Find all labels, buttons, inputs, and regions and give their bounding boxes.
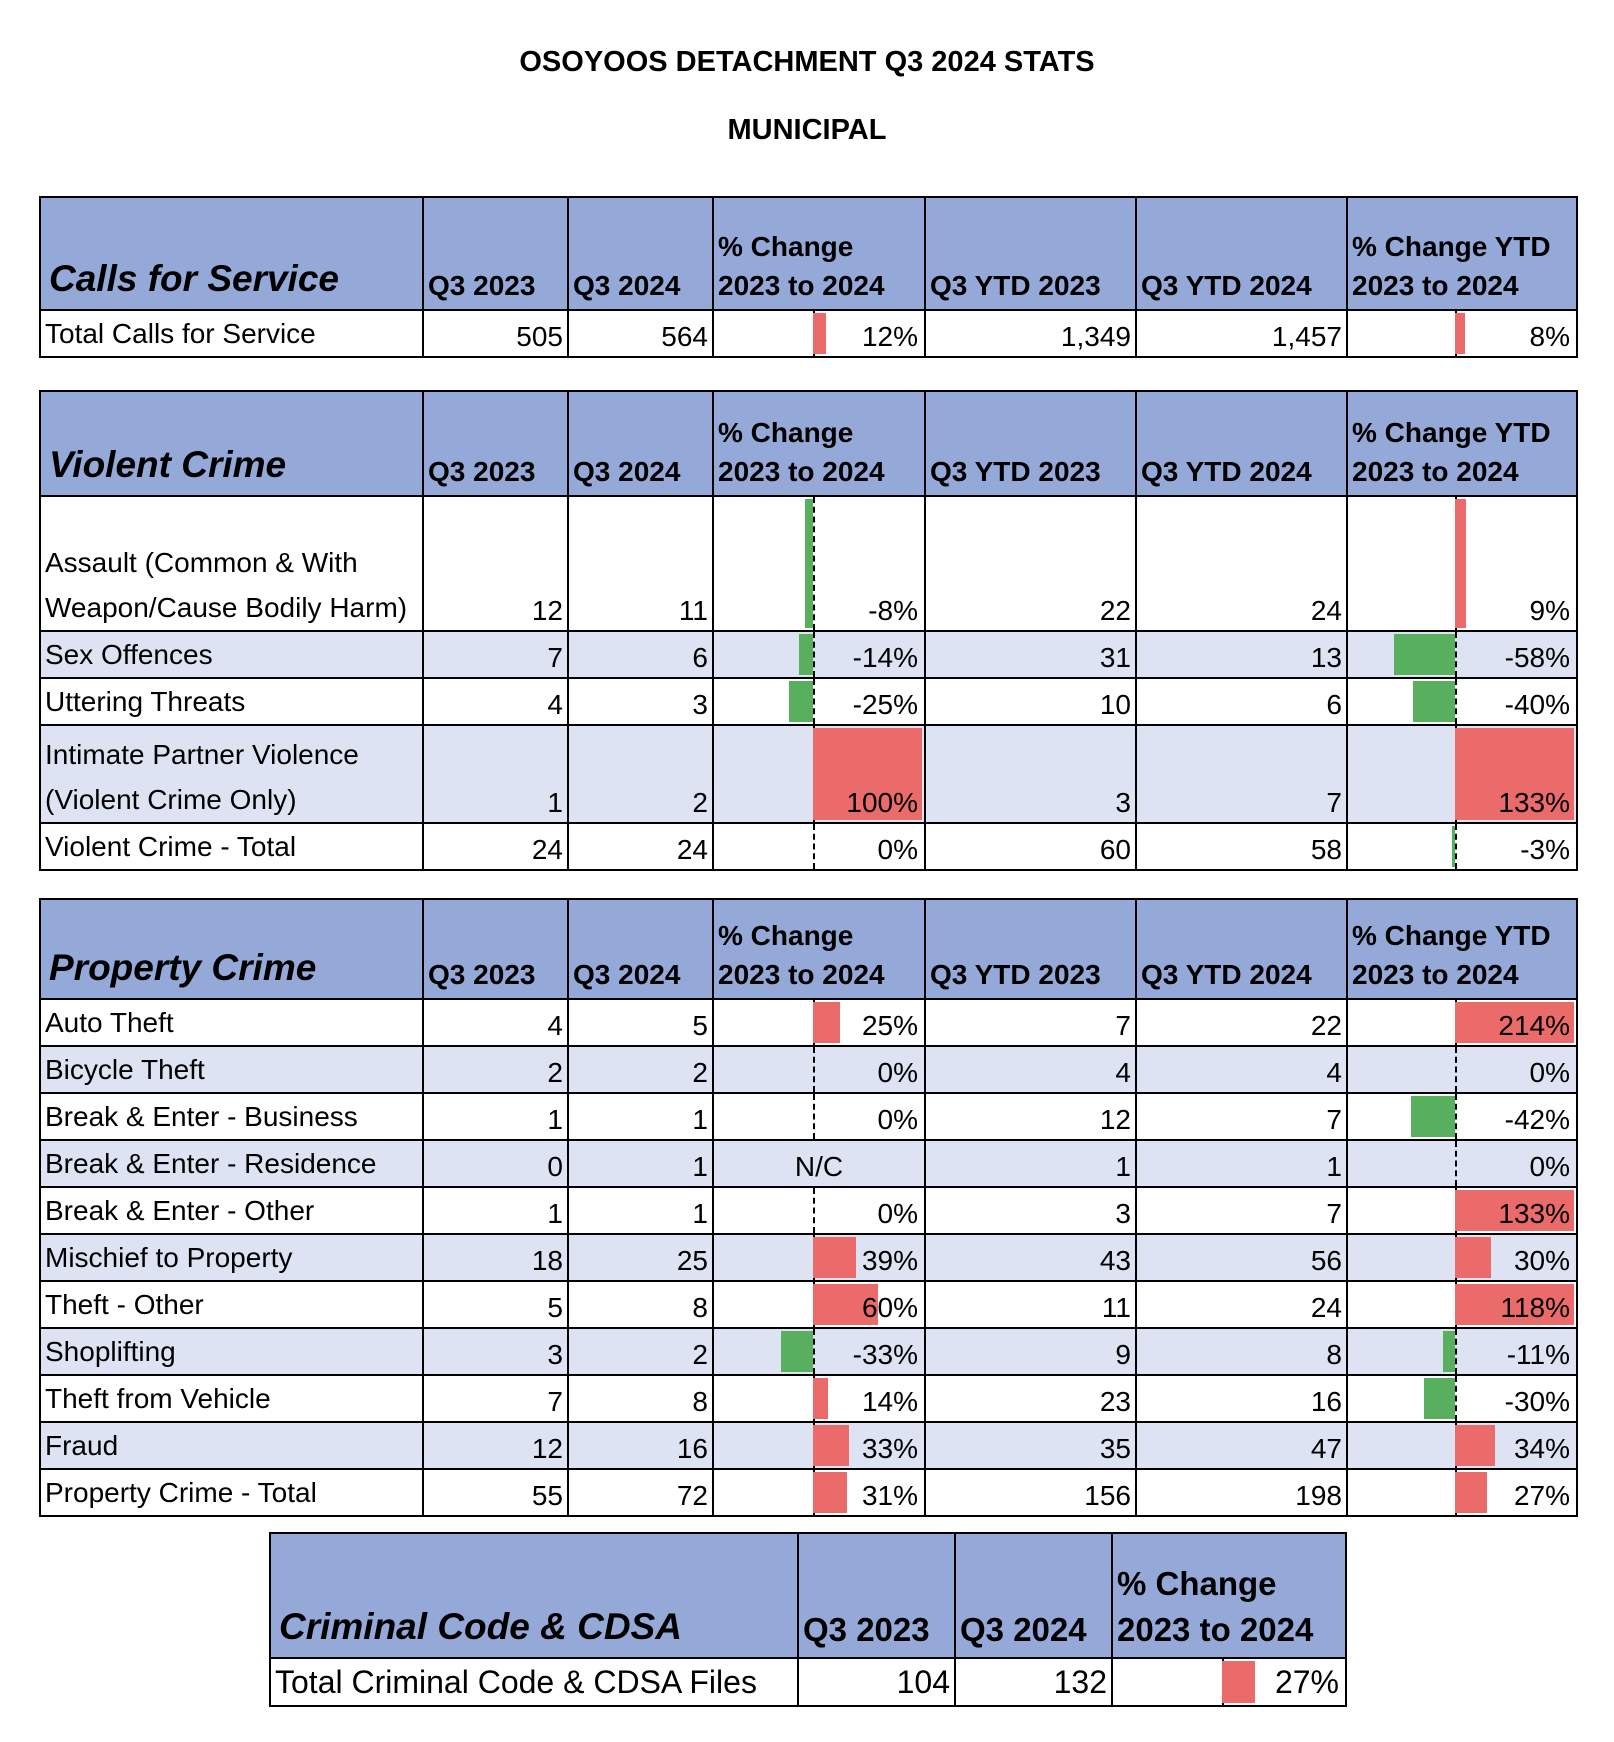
pct-change-value: 60% <box>861 1291 918 1323</box>
ytd-2023-cell: 156 <box>925 1469 1136 1516</box>
q3-2023-cell: 1 <box>423 1093 568 1140</box>
pct-change-value: 0% <box>877 1056 918 1088</box>
row-label: Shoplifting <box>40 1328 423 1375</box>
column-header: Q3 2023 <box>423 197 568 310</box>
q3-2023-cell: 7 <box>423 1375 568 1422</box>
ytd-2023-cell: 12 <box>925 1093 1136 1140</box>
pct-change-cell <box>713 496 925 631</box>
pct-change-value: 27% <box>1274 1664 1339 1701</box>
q3-2023-cell: 18 <box>423 1234 568 1281</box>
pct-change-ytd-cell <box>1347 310 1577 357</box>
table-header-row <box>270 1533 1346 1658</box>
pct-change-cell <box>713 1187 925 1234</box>
pct-change-value: 0% <box>877 1103 918 1135</box>
pct-change-ytd-value: 118% <box>1500 1291 1570 1323</box>
table-row <box>40 823 1577 870</box>
column-header: Q3 YTD 2024 <box>1136 391 1347 496</box>
column-header: Q3 2023 <box>423 391 568 496</box>
q3-2024-cell: 132 <box>955 1658 1112 1706</box>
ytd-2024-cell: 7 <box>1136 1187 1347 1234</box>
row-label: Mischief to Property <box>40 1234 423 1281</box>
ytd-2024-cell: 7 <box>1136 1093 1347 1140</box>
pct-change-cell <box>713 1281 925 1328</box>
ytd-2024-cell: 1,457 <box>1136 310 1347 357</box>
pct-change-ytd-value: -30% <box>1504 1385 1570 1417</box>
ytd-2024-cell: 24 <box>1136 496 1347 631</box>
ytd-2024-cell: 198 <box>1136 1469 1347 1516</box>
pct-change-value: 33% <box>861 1432 918 1464</box>
table-row <box>270 1658 1346 1706</box>
pct-change-ytd-value: 8% <box>1529 320 1570 352</box>
table-row <box>40 1140 1577 1187</box>
pct-change-ytd-value: 9% <box>1529 594 1570 626</box>
column-header: Q3 2023 <box>798 1533 955 1658</box>
ytd-2023-cell: 3 <box>925 1187 1136 1234</box>
row-label: Violent Crime - Total <box>40 823 423 870</box>
pct-change-ytd-value: 34% <box>1513 1432 1570 1464</box>
page-title: OSOYOOS DETACHMENT Q3 2024 STATS <box>519 46 1095 78</box>
column-header: % Change 2023 to 2024 <box>713 197 925 310</box>
column-header: % Change YTD 2023 to 2024 <box>1347 391 1577 496</box>
calls-for-service-table <box>39 196 1578 358</box>
pct-change-value: 14% <box>861 1385 918 1417</box>
ytd-2023-cell: 11 <box>925 1281 1136 1328</box>
ytd-2024-cell: 13 <box>1136 631 1347 678</box>
ytd-2023-cell: 7 <box>925 999 1136 1046</box>
q3-2023-cell: 4 <box>423 678 568 725</box>
q3-2024-cell: 25 <box>568 1234 713 1281</box>
q3-2023-cell: 2 <box>423 1046 568 1093</box>
pct-change-ytd-cell <box>1347 1469 1577 1516</box>
table-row <box>40 1281 1577 1328</box>
table-row <box>40 1375 1577 1422</box>
pct-change-value: 39% <box>861 1244 918 1276</box>
table-row <box>40 1328 1577 1375</box>
pct-change-ytd-value: -11% <box>1506 1338 1570 1370</box>
pct-change-cell <box>713 1375 925 1422</box>
column-header: % Change YTD 2023 to 2024 <box>1347 197 1577 310</box>
ytd-2023-cell: 60 <box>925 823 1136 870</box>
q3-2024-cell: 8 <box>568 1281 713 1328</box>
column-header: % Change 2023 to 2024 <box>1112 1533 1346 1658</box>
ytd-2023-cell: 3 <box>925 725 1136 823</box>
pct-change-cell <box>713 725 925 823</box>
column-header: % Change YTD 2023 to 2024 <box>1347 899 1577 999</box>
q3-2024-cell: 8 <box>568 1375 713 1422</box>
pct-change-value: 25% <box>861 1009 918 1041</box>
q3-2024-cell: 16 <box>568 1422 713 1469</box>
pct-change-cell <box>713 1328 925 1375</box>
pct-change-cell <box>1112 1658 1346 1706</box>
row-label: Sex Offences <box>40 631 423 678</box>
ytd-2023-cell: 23 <box>925 1375 1136 1422</box>
pct-change-value: -33% <box>852 1338 918 1370</box>
pct-change-ytd-cell <box>1347 1234 1577 1281</box>
row-label: Uttering Threats <box>40 678 423 725</box>
pct-change-value: 0% <box>877 833 918 865</box>
property-crime-table <box>39 898 1578 1517</box>
pct-change-value: -25% <box>852 688 918 720</box>
ytd-2024-cell: 6 <box>1136 678 1347 725</box>
row-label: Intimate Partner Violence (Violent Crime Only) <box>40 725 423 823</box>
pct-change-ytd-value: -40% <box>1504 688 1570 720</box>
pct-change-ytd-value: 133% <box>1498 786 1570 818</box>
q3-2024-cell: 2 <box>568 725 713 823</box>
ytd-2024-cell: 16 <box>1136 1375 1347 1422</box>
q3-2023-cell: 7 <box>423 631 568 678</box>
pct-change-value: -8% <box>868 594 918 626</box>
ytd-2024-cell: 47 <box>1136 1422 1347 1469</box>
q3-2023-cell: 3 <box>423 1328 568 1375</box>
column-header: Q3 2023 <box>423 899 568 999</box>
ytd-2023-cell: 1,349 <box>925 310 1136 357</box>
pct-change-cell <box>713 310 925 357</box>
column-header: Q3 2024 <box>955 1533 1112 1658</box>
pct-change-cell <box>713 1046 925 1093</box>
pct-change-ytd-value: -3% <box>1520 833 1570 865</box>
row-label: Total Calls for Service <box>40 310 423 357</box>
q3-2023-cell: 1 <box>423 1187 568 1234</box>
q3-2023-cell: 12 <box>423 1422 568 1469</box>
ytd-2023-cell: 43 <box>925 1234 1136 1281</box>
q3-2023-cell: 5 <box>423 1281 568 1328</box>
pct-change-ytd-cell <box>1347 1187 1577 1234</box>
row-label: Theft - Other <box>40 1281 423 1328</box>
column-header: Q3 YTD 2024 <box>1136 197 1347 310</box>
column-header: Q3 YTD 2023 <box>925 197 1136 310</box>
pct-change-ytd-cell <box>1347 1140 1577 1187</box>
pct-change-ytd-value: 30% <box>1513 1244 1570 1276</box>
ytd-2024-cell: 4 <box>1136 1046 1347 1093</box>
ytd-2024-cell: 58 <box>1136 823 1347 870</box>
row-label: Break & Enter - Business <box>40 1093 423 1140</box>
pct-change-ytd-cell <box>1347 1093 1577 1140</box>
table-row <box>40 1422 1577 1469</box>
ytd-2023-cell: 1 <box>925 1140 1136 1187</box>
table-title: Violent Crime <box>40 391 423 496</box>
table-title: Calls for Service <box>40 197 423 310</box>
pct-change-ytd-value: 214% <box>1498 1009 1570 1041</box>
pct-change-ytd-cell <box>1347 1328 1577 1375</box>
pct-change-ytd-cell <box>1347 823 1577 870</box>
table-row <box>40 310 1577 357</box>
ytd-2024-cell: 56 <box>1136 1234 1347 1281</box>
row-label: Break & Enter - Residence <box>40 1140 423 1187</box>
table-row <box>40 1046 1577 1093</box>
table-header-row <box>40 391 1577 496</box>
pct-change-cell <box>713 823 925 870</box>
q3-2023-cell: 1 <box>423 725 568 823</box>
q3-2024-cell: 3 <box>568 678 713 725</box>
ytd-2024-cell: 22 <box>1136 999 1347 1046</box>
row-label: Theft from Vehicle <box>40 1375 423 1422</box>
pct-change-value: 31% <box>861 1479 918 1511</box>
pct-change-cell <box>713 1234 925 1281</box>
pct-change-ytd-value: 0% <box>1529 1056 1570 1088</box>
table-title: Criminal Code & CDSA <box>270 1533 798 1658</box>
column-header: Q3 YTD 2024 <box>1136 899 1347 999</box>
q3-2024-cell: 564 <box>568 310 713 357</box>
pct-change-ytd-value: 27% <box>1513 1479 1570 1511</box>
pct-change-value: -14% <box>852 641 918 673</box>
pct-change-value: N/C <box>794 1150 844 1182</box>
violent-crime-table <box>39 390 1578 871</box>
pct-change-ytd-value: 133% <box>1498 1197 1570 1229</box>
row-label: Bicycle Theft <box>40 1046 423 1093</box>
q3-2023-cell: 104 <box>798 1658 955 1706</box>
pct-change-ytd-value: -42% <box>1504 1103 1570 1135</box>
q3-2024-cell: 11 <box>568 496 713 631</box>
page-subtitle: MUNICIPAL <box>727 114 887 146</box>
pct-change-cell <box>713 1422 925 1469</box>
row-label: Assault (Common & With Weapon/Cause Bodily Harm) <box>40 496 423 631</box>
q3-2024-cell: 1 <box>568 1187 713 1234</box>
pct-change-ytd-cell <box>1347 1046 1577 1093</box>
ytd-2024-cell: 24 <box>1136 1281 1347 1328</box>
pct-change-ytd-cell <box>1347 678 1577 725</box>
table-row <box>40 678 1577 725</box>
table-row <box>40 725 1577 823</box>
pct-change-ytd-cell <box>1347 725 1577 823</box>
row-label: Auto Theft <box>40 999 423 1046</box>
ytd-2024-cell: 7 <box>1136 725 1347 823</box>
table-row <box>40 1187 1577 1234</box>
pct-change-cell <box>713 999 925 1046</box>
pct-change-value: 12% <box>861 320 918 352</box>
row-label: Total Criminal Code & CDSA Files <box>270 1658 798 1706</box>
pct-change-cell <box>713 1469 925 1516</box>
pct-change-ytd-cell <box>1347 999 1577 1046</box>
pct-change-ytd-cell <box>1347 496 1577 631</box>
pct-change-cell <box>713 1093 925 1140</box>
table-row <box>40 1093 1577 1140</box>
criminal-code-cdsa-table <box>269 1532 1347 1707</box>
table-title: Property Crime <box>40 899 423 999</box>
ytd-2023-cell: 4 <box>925 1046 1136 1093</box>
ytd-2024-cell: 1 <box>1136 1140 1347 1187</box>
q3-2024-cell: 2 <box>568 1328 713 1375</box>
ytd-2023-cell: 10 <box>925 678 1136 725</box>
q3-2023-cell: 4 <box>423 999 568 1046</box>
q3-2023-cell: 505 <box>423 310 568 357</box>
q3-2023-cell: 12 <box>423 496 568 631</box>
column-header: % Change 2023 to 2024 <box>713 899 925 999</box>
ytd-2024-cell: 8 <box>1136 1328 1347 1375</box>
column-header: % Change 2023 to 2024 <box>713 391 925 496</box>
pct-change-ytd-value: -58% <box>1504 641 1570 673</box>
q3-2023-cell: 24 <box>423 823 568 870</box>
pct-change-value: 0% <box>877 1197 918 1229</box>
column-header: Q3 2024 <box>568 391 713 496</box>
q3-2024-cell: 72 <box>568 1469 713 1516</box>
table-row <box>40 631 1577 678</box>
q3-2023-cell: 0 <box>423 1140 568 1187</box>
ytd-2023-cell: 9 <box>925 1328 1136 1375</box>
table-header-row <box>40 899 1577 999</box>
pct-change-cell <box>713 1140 925 1187</box>
q3-2024-cell: 1 <box>568 1093 713 1140</box>
pct-change-cell <box>713 631 925 678</box>
q3-2024-cell: 6 <box>568 631 713 678</box>
ytd-2023-cell: 35 <box>925 1422 1136 1469</box>
column-header: Q3 2024 <box>568 899 713 999</box>
table-row <box>40 1234 1577 1281</box>
table-row <box>40 999 1577 1046</box>
pct-change-ytd-cell <box>1347 1422 1577 1469</box>
q3-2023-cell: 55 <box>423 1469 568 1516</box>
table-row <box>40 496 1577 631</box>
q3-2024-cell: 24 <box>568 823 713 870</box>
row-label: Fraud <box>40 1422 423 1469</box>
pct-change-ytd-cell <box>1347 631 1577 678</box>
row-label: Break & Enter - Other <box>40 1187 423 1234</box>
row-label: Property Crime - Total <box>40 1469 423 1516</box>
ytd-2023-cell: 31 <box>925 631 1136 678</box>
pct-change-ytd-cell <box>1347 1375 1577 1422</box>
table-row <box>40 1469 1577 1516</box>
column-header: Q3 2024 <box>568 197 713 310</box>
pct-change-ytd-value: 0% <box>1529 1150 1570 1182</box>
q3-2024-cell: 5 <box>568 999 713 1046</box>
q3-2024-cell: 2 <box>568 1046 713 1093</box>
pct-change-cell <box>713 678 925 725</box>
table-header-row <box>40 197 1577 310</box>
pct-change-ytd-cell <box>1347 1281 1577 1328</box>
ytd-2023-cell: 22 <box>925 496 1136 631</box>
column-header: Q3 YTD 2023 <box>925 391 1136 496</box>
column-header: Q3 YTD 2023 <box>925 899 1136 999</box>
q3-2024-cell: 1 <box>568 1140 713 1187</box>
pct-change-value: 100% <box>846 786 918 818</box>
